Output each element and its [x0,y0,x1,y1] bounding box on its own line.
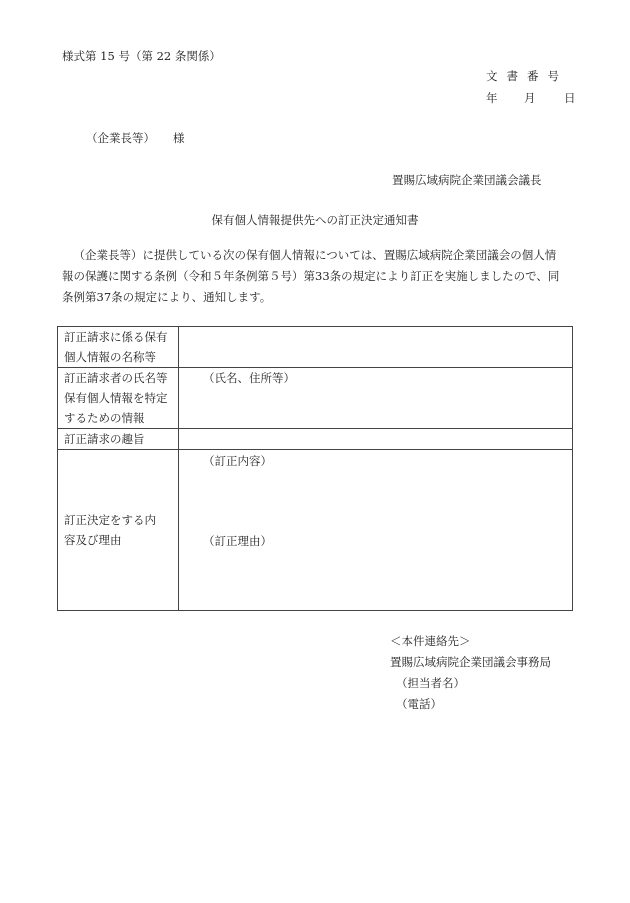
row-label [58,450,179,611]
label-line: 訂正請求の趣旨 [64,432,145,446]
label-line: 訂正請求者の氏名等 [64,371,168,385]
contact-phone: （電話） [396,697,442,711]
row-label [58,368,179,429]
table-row [58,327,573,368]
contact-person: （担当者名） [396,676,465,690]
correction-reason-note: （訂正理由） [203,534,272,548]
row-label [58,429,179,450]
body-line: 報の保護に関する条例（令和５年条例第５号）第33条の規定により訂正を実施しましたので、同 [62,269,560,283]
addressee-honorific: 様 [173,131,185,145]
addressee [86,130,185,146]
document-title: 保有個人情報提供先への訂正決定通知書 [211,213,419,227]
body-line: （企業長等）に提供している次の保有個人情報については、置賜広域病院企業団議会の個人情 [73,248,557,262]
date-day-label: 日 [564,91,576,105]
date-month-label: 月 [524,91,536,105]
label-line: 訂正決定をする内 [64,513,156,527]
body-paragraph [62,245,582,308]
row-value [179,429,573,450]
row-label [58,327,179,368]
row-value [179,450,573,611]
row-value [179,368,573,429]
table-row [58,429,573,450]
contact-block [390,631,551,715]
label-line: 個人情報の名称等 [64,350,156,364]
label-line: 保有個人情報を特定 [64,391,168,405]
requester-info-note: （氏名、住所等） [203,371,295,385]
row-value [179,327,573,368]
body-line: 条例第37条の規定により、通知します。 [62,290,272,304]
document-number-label: 文書番号 [486,69,568,83]
contact-office: 置賜広域病院企業団議会事務局 [390,655,551,669]
label-line: 容及び理由 [64,533,122,547]
contact-heading: ＜本件連絡先＞ [390,634,471,648]
label-line: するための情報 [64,411,145,425]
label-line: 訂正請求に係る保有 [64,330,168,344]
form-number: 様式第 15 号（第 22 条関係） [62,49,221,63]
correction-content-note: （訂正内容） [203,454,272,468]
sender-name: 置賜広域病院企業団議会議長 [392,173,542,187]
table-row [58,450,573,611]
info-table [57,326,573,611]
table-row [58,368,573,429]
date-year-label: 年 [486,91,498,105]
addressee-name: （企業長等） [86,131,155,145]
